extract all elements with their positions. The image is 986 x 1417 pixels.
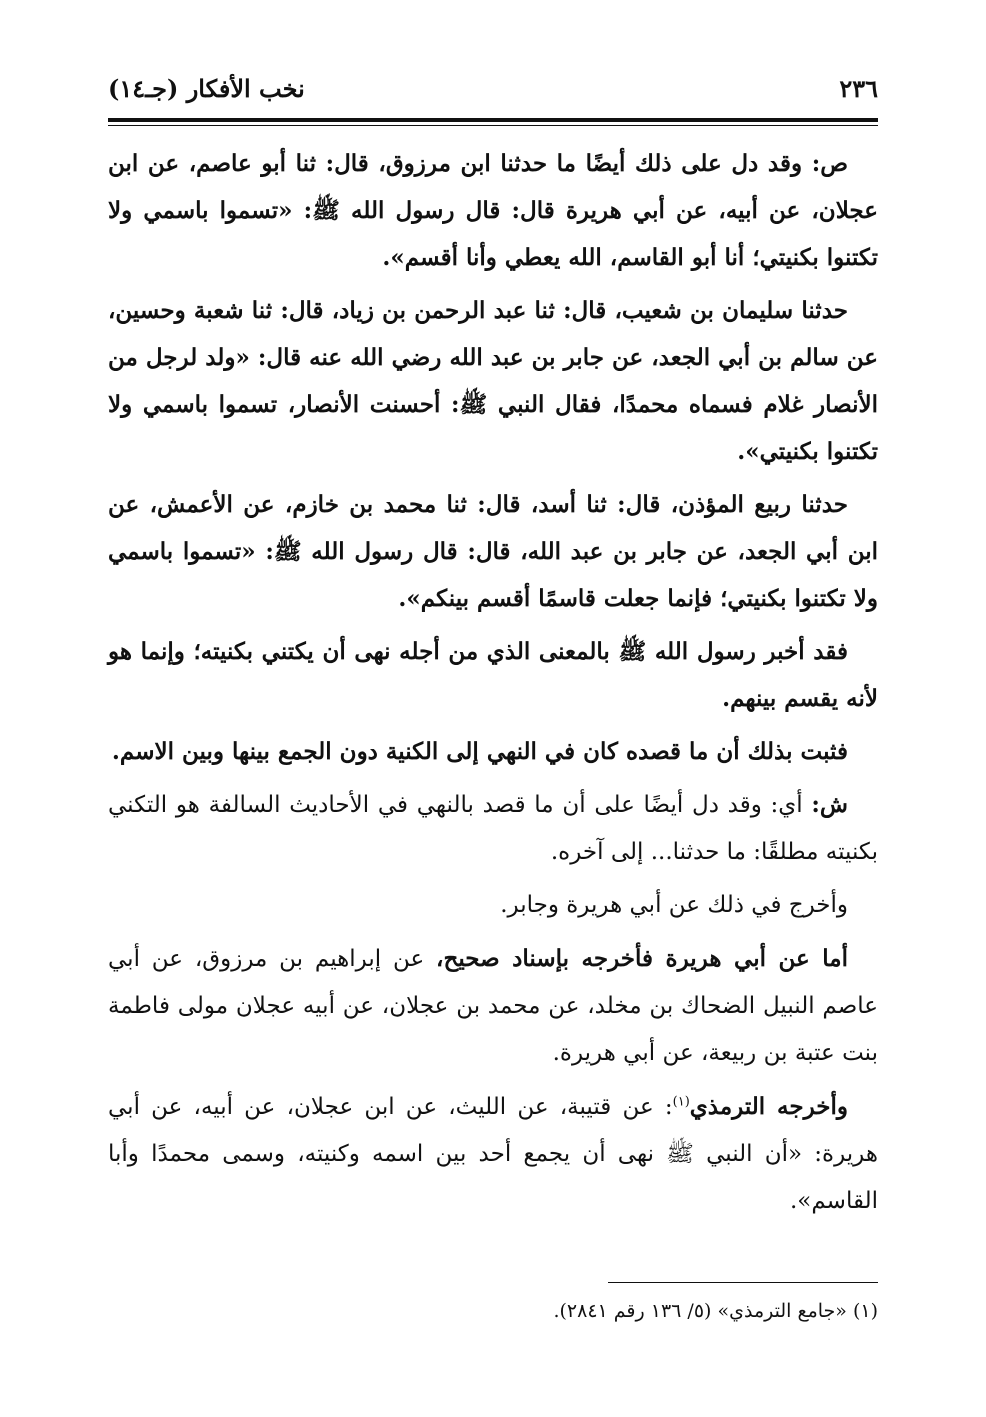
paragraph-text: حدثنا ربيع المؤذن، قال: ثنا أسد، قال: ثنا محمد بن خازم، عن الأعمش، عن ابن أبي الجعد، عن جابر بن عبد الله، قال: قال رسول الله ﷺ: «تسموا باسمي ولا تكتنوا بكنيتي؛ فإنما جعلت قاسمًا أقسم بينكم». [108,491,878,612]
running-title: نخب الأفكار (جـ١٤) [108,74,305,103]
paragraph [108,882,878,929]
section-label: ص: [811,150,848,177]
paragraph-text: فقد أخبر رسول الله ﷺ بالمعنى الذي من أجله نهى أن يكتني بكنيته؛ وإنما هو لأنه يقسم بينهم. [108,638,878,712]
page-header [108,68,878,108]
paragraph [108,781,878,876]
paragraph-text: فثبت بذلك أن ما قصده كان في النهي إلى الكنية دون الجمع بينها وبين الاسم. [111,738,848,765]
header-rule-thin [108,125,878,126]
footnote: (١) «جامع الترمذي» (٥/ ١٣٦ رقم ٢٨٤١). [553,1300,878,1322]
bold-lead: وأخرجه الترمذي [689,1093,849,1120]
paragraph [108,481,878,622]
main-text [108,140,878,1231]
paragraph [108,287,878,475]
paragraph-text: عن إبراهيم بن مرزوق، عن أبي عاصم النبيل الضحاك بن مخلد، عن محمد بن عجلان، عن أبيه عجلان مولى فاطمة بنت عتبة بن ربيعة، عن أبي هريرة. [108,946,878,1066]
paragraph [108,935,878,1077]
paragraph-text: وأخرج في ذلك عن أبي هريرة وجابر. [500,892,848,918]
paragraph-text: أي: وقد دل أيضًا على أن ما قصد بالنهي في الأحاديث السالفة هو التكني بكنيته مطلقًا: ما حدثنا... إلى آخره. [108,792,878,865]
paragraph-text: : عن قتيبة، عن الليث، عن ابن عجلان، عن أبيه، عن أبي هريرة: «أن النبي ﷺ نهى أن يجمع أحد بين اسمه وكنيته، وسمى محمدًا وأبا القاسم». [108,1094,878,1214]
page-number: ٢٣٦ [839,74,878,103]
footnote-separator [608,1282,878,1283]
header-rule-thick [108,118,878,122]
paragraph [108,1083,878,1225]
paragraph [108,628,878,722]
section-label: ش: [811,791,848,818]
paragraph [108,140,878,281]
paragraph-text: حدثنا سليمان بن شعيب، قال: ثنا عبد الرحمن بن زياد، قال: ثنا شعبة وحسين، عن سالم بن أبي الجعد، عن جابر بن عبد الله رضي الله عنه قال: «ولد لرجل من الأنصار غلام فسماه محمدًا، فقال النبي ﷺ: أحسنت الأنصار، تسموا باسمي ولا تكتنوا بكنيتي». [108,297,878,465]
bold-lead: أما عن أبي هريرة فأخرجه بإسناد صحيح، [436,945,848,972]
paragraph [108,728,878,775]
footnote-reference[interactable]: (١) [672,1094,690,1110]
paragraph-text: وقد دل على ذلك أيضًا ما حدثنا ابن مرزوق، قال: ثنا أبو عاصم، عن ابن عجلان، عن أبيه، عن أبي هريرة قال: قال رسول الله ﷺ: «تسموا باسمي ولا تكتنوا بكنيتي؛ أنا أبو القاسم، الله يعطي وأنا أقسم». [108,150,878,271]
